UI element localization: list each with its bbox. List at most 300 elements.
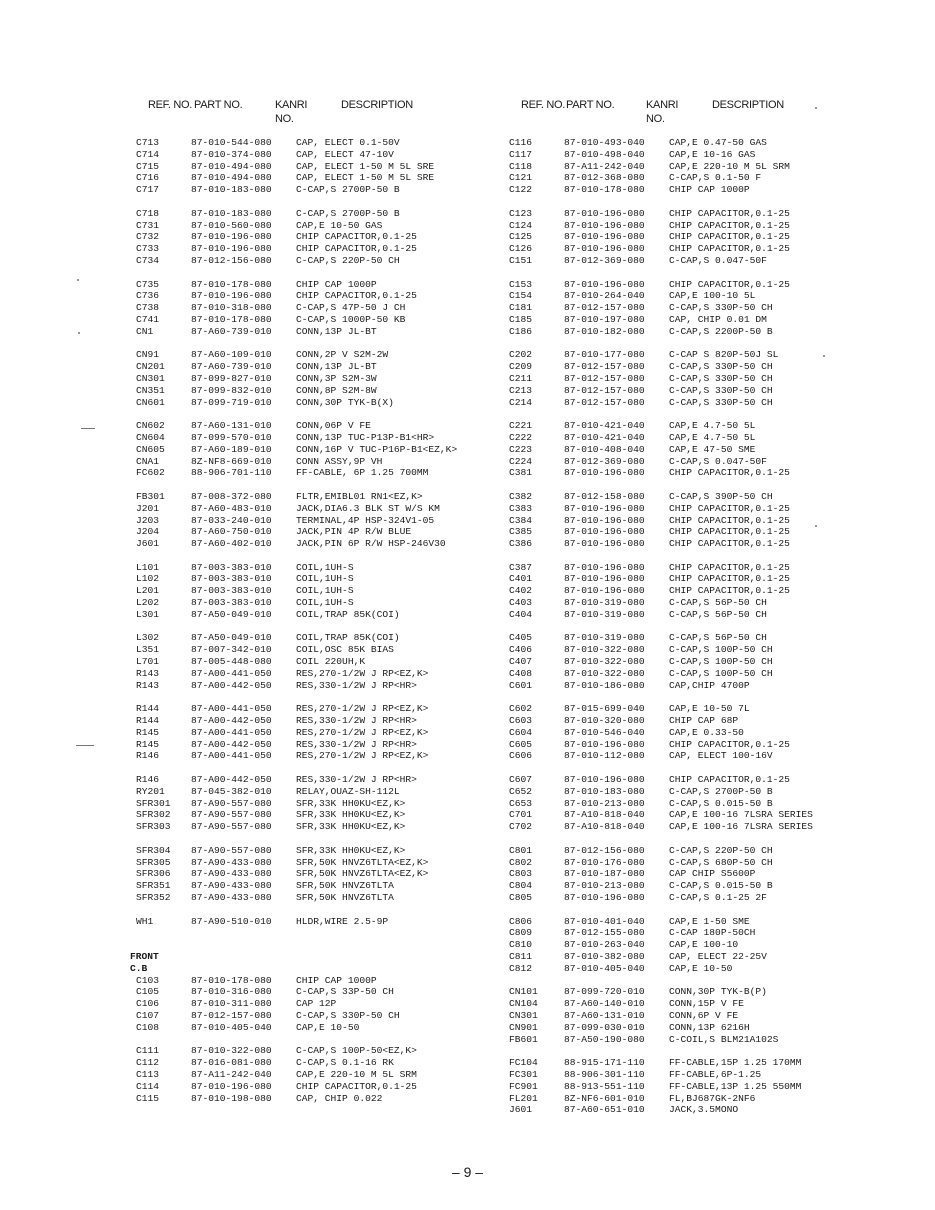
header-kanri-no: NO. [646, 113, 665, 125]
part-no-cell: 87-A90-557-080 [191, 809, 272, 821]
description-cell: COIL,1UH-S [296, 597, 354, 609]
description-cell: COIL,TRAP 85K(COI) [296, 632, 400, 644]
ref-no-cell: L701 [136, 656, 160, 668]
description-cell: C-CAP,S 100P-50 CH [669, 644, 773, 656]
part-no-cell: 87-A60-402-010 [191, 538, 272, 550]
part-no-cell: 87-010-263-040 [564, 939, 645, 951]
part-no-cell: 87-003-383-010 [191, 561, 272, 573]
description-cell: C-CAP,S 330P-50 CH [669, 302, 773, 314]
part-no-cell: 87-010-196-080 [564, 467, 645, 479]
ref-no-cell: C108 [136, 1021, 160, 1033]
ref-no-cell: C181 [509, 302, 533, 314]
part-no-cell: 87-A90-557-080 [191, 821, 272, 833]
part-no-cell: 87-012-156-080 [191, 254, 272, 266]
part-no-cell: 87-010-196-080 [191, 243, 272, 255]
description-cell: C-CAP,S 1000P-50 KB [296, 313, 406, 325]
ref-no-cell: SFR351 [136, 880, 171, 892]
part-no-cell: 8Z-NF6-601-010 [564, 1092, 645, 1104]
ref-no-cell: C605 [509, 738, 533, 750]
part-no-cell: 87-A00-442-050 [191, 738, 272, 750]
part-no-cell: 87-010-186-080 [564, 679, 645, 691]
part-no-cell: 87-A60-739-010 [191, 325, 272, 337]
description-cell: RES,330-1/2W J RP<HR> [296, 679, 417, 691]
part-no-cell: 87-A10-818-040 [564, 821, 645, 833]
description-cell: RES,270-1/2W J RP<EZ,K> [296, 667, 429, 679]
description-cell: CHIP CAPACITOR,0.1-25 [669, 573, 790, 585]
part-no-cell: 87-005-448-080 [191, 656, 272, 668]
part-no-cell: 87-012-155-080 [564, 927, 645, 939]
description-cell: FF-CABLE,6P-1.25 [669, 1068, 762, 1080]
ref-no-cell: C714 [136, 148, 160, 160]
ref-no-cell: SFR352 [136, 892, 171, 903]
ref-no-cell: R145 [136, 726, 160, 738]
description-cell: CHIP CAPACITOR,0.1-25 [296, 1080, 417, 1092]
ref-no-cell: CN301 [136, 372, 165, 384]
ref-no-cell: C602 [509, 703, 533, 715]
description-cell: RES,270-1/2W J RP<EZ,K> [296, 726, 429, 738]
description-cell: RES,330-1/2W J RP<HR> [296, 738, 417, 750]
part-no-cell: 87-008-372-080 [191, 490, 272, 502]
part-no-cell: 87-010-401-040 [564, 915, 645, 927]
part-no-cell: 87-010-177-080 [564, 349, 645, 361]
description-cell: CAP,E 10-50 7L [669, 703, 750, 715]
description-cell: CHIP CAPACITOR,0.1-25 [669, 467, 790, 479]
ref-no-cell: C603 [509, 715, 533, 727]
ref-no-cell: C701 [509, 809, 533, 821]
ref-no-cell: C381 [509, 467, 533, 479]
part-no-cell: 87-010-405-040 [191, 1021, 272, 1033]
description-cell: CAP,E 100-10 5L [669, 290, 756, 302]
part-no-cell: 87-010-183-080 [191, 184, 272, 196]
description-cell: CHIP CAPACITOR,0.1-25 [669, 538, 790, 550]
description-cell: C-CAP,S 100P-50 CH [669, 667, 773, 679]
ref-no-cell: L201 [136, 585, 160, 597]
scan-speck [815, 525, 817, 527]
part-no-cell: 87-010-374-080 [191, 148, 272, 160]
description-cell: C-CAP,S 220P-50 CH [296, 254, 400, 266]
header-kanri-no: NO. [275, 113, 294, 125]
description-cell: CHIP CAP 68P [669, 715, 739, 727]
part-no-cell: 87-010-421-040 [564, 420, 645, 432]
description-cell: FL,BJ687GK-2NF6 [669, 1092, 756, 1104]
description-cell: CAP,E 10-16 GAS [669, 148, 756, 160]
ref-no-cell: J601 [136, 538, 160, 550]
ref-no-cell: C702 [509, 821, 533, 833]
description-cell: CHIP CAP 1000P [669, 184, 750, 196]
ref-no-cell: C121 [509, 172, 533, 184]
ref-no-cell: FC602 [136, 467, 165, 479]
ref-no-cell: R143 [136, 679, 160, 691]
ref-no-cell: C606 [509, 750, 533, 762]
part-no-cell: 87-010-183-080 [564, 785, 645, 797]
description-cell: SFR,50K HNVZ6TLTA<EZ,K> [296, 868, 429, 880]
ref-no-cell: C401 [509, 573, 533, 585]
part-no-cell: 87-A90-433-080 [191, 892, 272, 903]
ref-no-cell: R144 [136, 715, 160, 727]
ref-no-cell: CN601 [136, 396, 165, 408]
part-no-cell: 87-010-196-080 [191, 290, 272, 302]
description-cell: HLDR,WIRE 2.5-9P [296, 915, 389, 927]
description-cell: JACK,DIA6.3 BLK ST W/S KM [296, 502, 440, 514]
part-no-cell: 87-010-196-080 [564, 207, 645, 219]
ref-no-cell: C384 [509, 514, 533, 526]
ref-no-cell: R145 [136, 738, 160, 750]
description-cell: SFR,50K HNVZ6TLTA [296, 892, 394, 903]
description-cell: FF-CABLE, 6P 1.25 700MM [296, 467, 429, 479]
part-no-cell: 87-010-196-080 [191, 1080, 272, 1092]
description-cell: RES,330-1/2W J RP<HR> [296, 774, 417, 786]
description-cell: CHIP CAPACITOR,0.1-25 [669, 738, 790, 750]
part-no-cell: 88-913-551-110 [564, 1080, 645, 1092]
part-no-cell: 87-A60-739-010 [191, 361, 272, 373]
part-no-cell: 87-A60-189-010 [191, 443, 272, 455]
ref-no-cell: C186 [509, 325, 533, 337]
part-no-cell: 87-010-560-080 [191, 219, 272, 231]
description-cell: C-CAP,S 220P-50 CH [669, 844, 773, 856]
header-kanri: KANRI [646, 99, 679, 111]
part-no-cell: 87-099-030-010 [564, 1021, 645, 1033]
ref-no-cell: CN605 [136, 443, 165, 455]
description-cell: C-CAP,S 330P-50 CH [669, 372, 773, 384]
part-no-cell: 87-012-369-080 [564, 254, 645, 266]
description-cell: CONN,13P JL-BT [296, 361, 377, 373]
description-cell: CONN,6P V FE [669, 1009, 739, 1021]
part-no-cell: 88-915-171-110 [564, 1057, 645, 1069]
ref-no-cell: C202 [509, 349, 533, 361]
description-cell: C-COIL,S BLM21A102S [669, 1033, 779, 1045]
description-cell: CHIP CAPACITOR,0.1-25 [296, 231, 417, 243]
ref-no-cell: C811 [509, 950, 533, 962]
ref-no-cell: C736 [136, 290, 160, 302]
part-no-cell: 87-003-383-010 [191, 597, 272, 609]
description-cell: FLTR,EMIBL01 RN1<EZ,K> [296, 490, 423, 502]
part-no-cell: 87-010-382-080 [564, 950, 645, 962]
ref-no-cell: WH1 [136, 915, 154, 927]
description-cell: CAP,E 4.7-50 5L [669, 420, 756, 432]
part-no-cell: 87-A00-442-050 [191, 715, 272, 727]
part-no-cell: 88-906-301-110 [564, 1068, 645, 1080]
ref-no-cell: C809 [509, 927, 533, 939]
part-no-cell: 87-010-196-080 [191, 231, 272, 243]
ref-no-cell: C126 [509, 243, 533, 255]
ref-no-cell: CN201 [136, 361, 165, 373]
description-cell: COIL,TRAP 85K(COI) [296, 608, 400, 620]
description-cell: CHIP CAPACITOR,0.1-25 [669, 502, 790, 514]
ref-no-cell: SFR303 [136, 821, 171, 833]
ref-no-cell: C383 [509, 502, 533, 514]
part-no-cell: 87-012-157-080 [564, 372, 645, 384]
part-no-cell: 87-010-213-080 [564, 880, 645, 892]
description-cell: CAP,E 4.7-50 5L [669, 431, 756, 443]
part-no-cell: 87-A00-442-050 [191, 774, 272, 786]
description-cell: CAP,E 0.33-50 [669, 726, 744, 738]
description-cell: C-CAP,S 47P-50 J CH [296, 302, 406, 314]
ref-no-cell: CN351 [136, 384, 165, 396]
ref-no-cell: CN1 [136, 325, 154, 337]
description-cell: CAP,E 1-50 SME [669, 915, 750, 927]
scan-speck [78, 332, 80, 334]
part-no-cell: 87-A60-140-010 [564, 998, 645, 1010]
part-no-cell: 87-A00-441-050 [191, 667, 272, 679]
part-no-cell: 87-010-196-080 [564, 514, 645, 526]
part-no-cell: 87-A11-242-040 [564, 160, 645, 172]
description-cell: CONN ASSY,9P VH [296, 455, 383, 467]
description-cell: CHIP CAP 1000P [296, 278, 377, 290]
ref-no-cell: C114 [136, 1080, 160, 1092]
description-cell: CAP,E 100-10 [669, 939, 739, 951]
part-no-cell: 87-010-196-080 [564, 892, 645, 903]
ref-no-cell: C125 [509, 231, 533, 243]
ref-no-cell: C604 [509, 726, 533, 738]
description-cell: SFR,33K HH0KU<EZ,K> [296, 809, 406, 821]
ref-no-cell: C734 [136, 254, 160, 266]
part-no-cell: 87-010-316-080 [191, 986, 272, 998]
ref-no-cell: C103 [136, 974, 160, 986]
description-cell: CAP, CHIP 0.022 [296, 1092, 383, 1104]
description-cell: FF-CABLE,15P 1.25 170MM [669, 1057, 802, 1069]
description-cell: CONN,8P S2M-8W [296, 384, 377, 396]
ref-no-cell: C154 [509, 290, 533, 302]
part-no-cell: 87-010-264-040 [564, 290, 645, 302]
header-description: DESCRIPTION [712, 99, 784, 111]
part-no-cell: 87-010-197-080 [564, 313, 645, 325]
part-no-cell: 87-012-157-080 [191, 1009, 272, 1021]
ref-no-cell: C124 [509, 219, 533, 231]
part-no-cell: 87-010-322-080 [191, 1045, 272, 1057]
description-cell: C-CAP,S 100P-50 CH [669, 656, 773, 668]
ref-no-cell: C116 [509, 137, 533, 148]
part-no-cell: 87-A00-441-050 [191, 726, 272, 738]
ref-no-cell: FC104 [509, 1057, 538, 1069]
part-no-cell: 87-003-383-010 [191, 585, 272, 597]
part-no-cell: 87-A60-131-010 [564, 1009, 645, 1021]
part-no-cell: 87-A90-433-080 [191, 856, 272, 868]
description-cell: SFR,50K HNVZ6TLTA [296, 880, 394, 892]
description-cell: CONN,13P JL-BT [296, 325, 377, 337]
ref-no-cell: J201 [136, 502, 160, 514]
ref-no-cell: C118 [509, 160, 533, 172]
part-no-cell: 87-A60-750-010 [191, 526, 272, 538]
description-cell: C-CAP,S 2700P-50 B [669, 785, 773, 797]
part-no-cell: 8Z-NF8-669-010 [191, 455, 272, 467]
description-cell: CAP,E 100-16 7LSRA SERIES [669, 809, 813, 821]
ref-no-cell: C601 [509, 679, 533, 691]
header-part-no: PART NO. [194, 99, 243, 111]
part-no-cell: 87-010-196-080 [564, 585, 645, 597]
part-no-cell: 87-010-196-080 [564, 526, 645, 538]
part-no-cell: 87-010-196-080 [564, 219, 645, 231]
description-cell: C-CAP,S 56P-50 CH [669, 608, 767, 620]
scan-speck [823, 355, 825, 357]
description-cell: CHIP CAPACITOR,0.1-25 [669, 585, 790, 597]
part-no-cell: 87-010-494-080 [191, 172, 272, 184]
ref-no-cell: C113 [136, 1068, 160, 1080]
ref-no-cell: C405 [509, 632, 533, 644]
ref-no-cell: C151 [509, 254, 533, 266]
part-no-cell: 88-906-701-110 [191, 467, 272, 479]
ref-no-cell: C812 [509, 962, 533, 974]
description-cell: CAP,E 100-16 7LSRA SERIES [669, 821, 813, 833]
part-no-cell: 87-010-176-080 [564, 856, 645, 868]
description-cell: C-CAP,S 330P-50 CH [296, 1009, 400, 1021]
ref-no-cell: R146 [136, 774, 160, 786]
ref-no-cell: C804 [509, 880, 533, 892]
part-no-cell: 87-012-157-080 [564, 361, 645, 373]
ref-no-cell: C224 [509, 455, 533, 467]
ref-no-cell: C387 [509, 561, 533, 573]
part-no-cell: 87-010-322-080 [564, 656, 645, 668]
part-no-cell: 87-010-319-080 [564, 608, 645, 620]
description-cell: SFR,33K HH0KU<EZ,K> [296, 821, 406, 833]
description-cell: CHIP CAPACITOR,0.1-25 [669, 526, 790, 538]
description-cell: C-CAP,S 330P-50 CH [669, 384, 773, 396]
part-no-cell: 87-010-546-040 [564, 726, 645, 738]
part-no-cell: 87-010-182-080 [564, 325, 645, 337]
page-number: – 9 – [451, 1164, 484, 1180]
description-cell: CONN,2P V S2M-2W [296, 349, 389, 361]
ref-no-cell: C738 [136, 302, 160, 314]
description-cell: FF-CABLE,13P 1.25 550MM [669, 1080, 802, 1092]
ref-no-cell: C718 [136, 207, 160, 219]
part-no-cell: 87-012-157-080 [564, 396, 645, 408]
part-no-cell: 87-A00-442-050 [191, 679, 272, 691]
description-cell: C-CAP,S 0.1-50 F [669, 172, 762, 184]
part-no-cell: 87-010-213-080 [564, 797, 645, 809]
ref-no-cell: C732 [136, 231, 160, 243]
scan-speck [76, 745, 94, 746]
ref-no-cell: J203 [136, 514, 160, 526]
part-no-cell: 87-A10-818-040 [564, 809, 645, 821]
ref-no-cell: CN901 [509, 1021, 538, 1033]
header-ref-no: REF. NO. [521, 99, 566, 111]
description-cell: C-CAP,S 0.1-25 2F [669, 892, 767, 903]
ref-no-cell: C741 [136, 313, 160, 325]
ref-no-cell: C733 [136, 243, 160, 255]
part-no-cell: 87-012-369-080 [564, 455, 645, 467]
ref-no-cell: SFR306 [136, 868, 171, 880]
description-cell: C-CAP,S 33P-50 CH [296, 986, 394, 998]
description-cell: C-CAP 180P-50CH [669, 927, 756, 939]
ref-no-cell: C406 [509, 644, 533, 656]
description-cell: C-CAP,S 0.047-50F [669, 455, 767, 467]
ref-no-cell: SFR302 [136, 809, 171, 821]
ref-no-cell: C652 [509, 785, 533, 797]
ref-no-cell: C112 [136, 1057, 160, 1069]
description-cell: C-CAP S 820P-50J SL [669, 349, 779, 361]
part-no-cell: 87-010-196-080 [564, 561, 645, 573]
part-no-cell: 87-A60-131-010 [191, 420, 272, 432]
description-cell: CAP,E 47-50 SME [669, 443, 756, 455]
header-kanri: KANRI [275, 99, 308, 111]
ref-no-cell: CN101 [509, 986, 538, 998]
ref-no-cell: L351 [136, 644, 160, 656]
part-no-cell: 87-A50-049-010 [191, 632, 272, 644]
part-no-cell: 87-010-183-080 [191, 207, 272, 219]
description-cell: CAP 12P [296, 998, 337, 1010]
part-no-cell: 87-A90-433-080 [191, 868, 272, 880]
part-no-cell: 87-033-240-010 [191, 514, 272, 526]
description-cell: C-CAP,S 56P-50 CH [669, 632, 767, 644]
part-no-cell: 87-A50-049-010 [191, 608, 272, 620]
description-cell: C-CAP,S 0.047-50F [669, 254, 767, 266]
ref-no-cell: FB301 [136, 490, 165, 502]
ref-no-cell: C802 [509, 856, 533, 868]
description-cell: CONN,16P V TUC-P16P-B1<EZ,K> [296, 443, 458, 455]
ref-no-cell: C214 [509, 396, 533, 408]
ref-no-cell: C122 [509, 184, 533, 196]
part-no-cell: 87-010-178-080 [191, 974, 272, 986]
ref-no-cell: C153 [509, 278, 533, 290]
description-cell: JACK,PIN 4P R/W BLUE [296, 526, 412, 538]
part-no-cell: 87-A90-433-080 [191, 880, 272, 892]
description-cell: COIL 220UH,K [296, 656, 366, 668]
description-cell: JACK,3.5MONO [669, 1104, 739, 1116]
description-cell: CHIP CAP 1000P [296, 974, 377, 986]
ref-no-cell: C801 [509, 844, 533, 856]
description-cell: CONN,15P V FE [669, 998, 744, 1010]
description-cell: C-CAP,S 56P-50 CH [669, 597, 767, 609]
description-cell: C-CAP,S 330P-50 CH [669, 396, 773, 408]
ref-no-cell: C810 [509, 939, 533, 951]
ref-no-cell: C404 [509, 608, 533, 620]
description-cell: RES,330-1/2W J RP<HR> [296, 715, 417, 727]
part-no-cell: 87-010-405-040 [564, 962, 645, 974]
part-no-cell: 87-099-720-010 [564, 986, 645, 998]
ref-no-cell: C106 [136, 998, 160, 1010]
description-cell: CAP,E 220-10 M 5L SRM [669, 160, 790, 172]
part-no-cell: 87-010-196-080 [564, 573, 645, 585]
description-cell: CAP,E 10-50 [669, 962, 733, 974]
part-no-cell: 87-A60-109-010 [191, 349, 272, 361]
part-no-cell: 87-010-544-080 [191, 137, 272, 148]
ref-no-cell: C713 [136, 137, 160, 148]
description-cell: CONN,30P TYK-B(P) [669, 986, 767, 998]
description-cell: CHIP CAPACITOR,0.1-25 [669, 278, 790, 290]
ref-no-cell: C403 [509, 597, 533, 609]
ref-no-cell: C223 [509, 443, 533, 455]
ref-no-cell: C221 [509, 420, 533, 432]
description-cell: CAP, ELECT 0.1-50V [296, 137, 400, 148]
part-no-cell: 87-010-318-080 [191, 302, 272, 314]
ref-no-cell: SFR301 [136, 797, 171, 809]
description-cell: CAP, CHIP 0.01 DM [669, 313, 767, 325]
ref-no-cell: L101 [136, 561, 160, 573]
ref-no-cell: CN91 [136, 349, 160, 361]
ref-no-cell: C735 [136, 278, 160, 290]
part-no-cell: 87-012-158-080 [564, 490, 645, 502]
part-no-cell: 87-010-196-080 [564, 278, 645, 290]
ref-no-cell: C115 [136, 1092, 160, 1104]
ref-no-cell: C123 [509, 207, 533, 219]
ref-no-cell: C111 [136, 1045, 160, 1057]
part-no-cell: 87-010-498-040 [564, 148, 645, 160]
ref-no-cell: C407 [509, 656, 533, 668]
part-no-cell: 87-099-719-010 [191, 396, 272, 408]
description-cell: CAP, ELECT 1-50 M 5L SRE [296, 172, 435, 184]
part-no-cell: 87-A60-651-010 [564, 1104, 645, 1116]
part-no-cell: 87-010-198-080 [191, 1092, 272, 1104]
description-cell: RES,270-1/2W J RP<EZ,K> [296, 703, 429, 715]
description-cell: C-CAP,S 100P-50<EZ,K> [296, 1045, 417, 1057]
ref-no-cell: CN301 [509, 1009, 538, 1021]
ref-no-cell: C408 [509, 667, 533, 679]
description-cell: COIL,1UH-S [296, 573, 354, 585]
ref-no-cell: C211 [509, 372, 533, 384]
ref-no-cell: C213 [509, 384, 533, 396]
ref-no-cell: C107 [136, 1009, 160, 1021]
part-no-cell: 87-015-699-040 [564, 703, 645, 715]
part-no-cell: 87-099-827-010 [191, 372, 272, 384]
